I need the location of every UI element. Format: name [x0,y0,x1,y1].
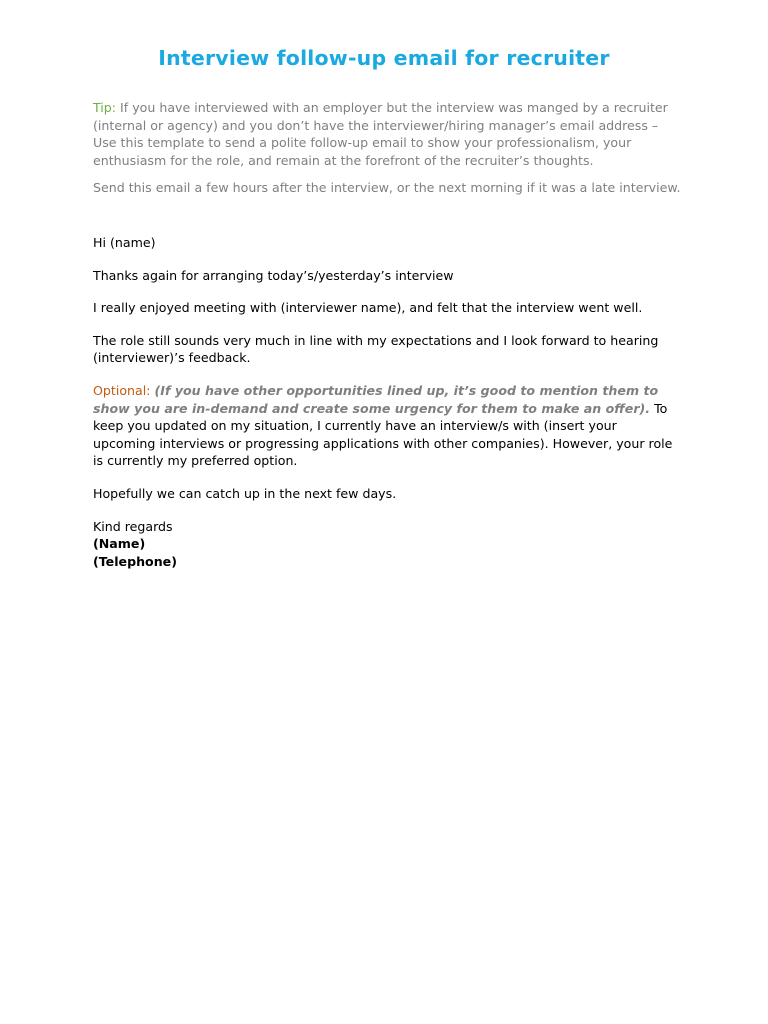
email-telephone: (Telephone) [93,553,177,569]
email-optional-paragraph [93,382,683,470]
page-title: Interview follow-up email for recruiter [158,46,610,70]
optional-note: (If you have other opportunities lined up, it’s good to mention them to show you are in-demand and create some urgency for them to make an offer). [93,382,659,416]
email-signature [93,518,683,571]
tip-label: Tip: [93,100,117,115]
tip-paragraph [93,99,683,169]
email-enjoyed: I really enjoyed meeting with (interviewer name), and felt that the interview went well. [93,300,643,316]
optional-label: Optional: [93,382,151,398]
email-name: (Name) [93,536,146,552]
tip-text: If you have interviewed with an employer but the interview was manged by a recruiter (internal or agency) and you don’t have the interviewer/hiring manager’s email address – Use this template to send a polite follow-up email to show your professionalism, your enthusiasm for the role, and remain at the forefront of the recruiter’s thoughts. [93,100,668,168]
email-closing-hope: Hopefully we can catch up in the next few days. [93,485,397,501]
send-note: Send this email a few hours after the interview, or the next morning if it was a late interview. [93,180,681,196]
email-thanks: Thanks again for arranging today’s/yesterday’s interview [93,267,454,283]
email-greeting: Hi (name) [93,234,156,250]
email-signoff: Kind regards [93,518,173,534]
email-role: The role still sounds very much in line with my expectations and I look forward to hearing (interviewer)’s feedback. [93,332,659,366]
document-body [93,99,683,570]
optional-text: To keep you updated on my situation, I currently have an interview/s with (insert your upcoming interviews or progressing applications with other companies). However, your role is currently my preferred option. [93,400,673,469]
